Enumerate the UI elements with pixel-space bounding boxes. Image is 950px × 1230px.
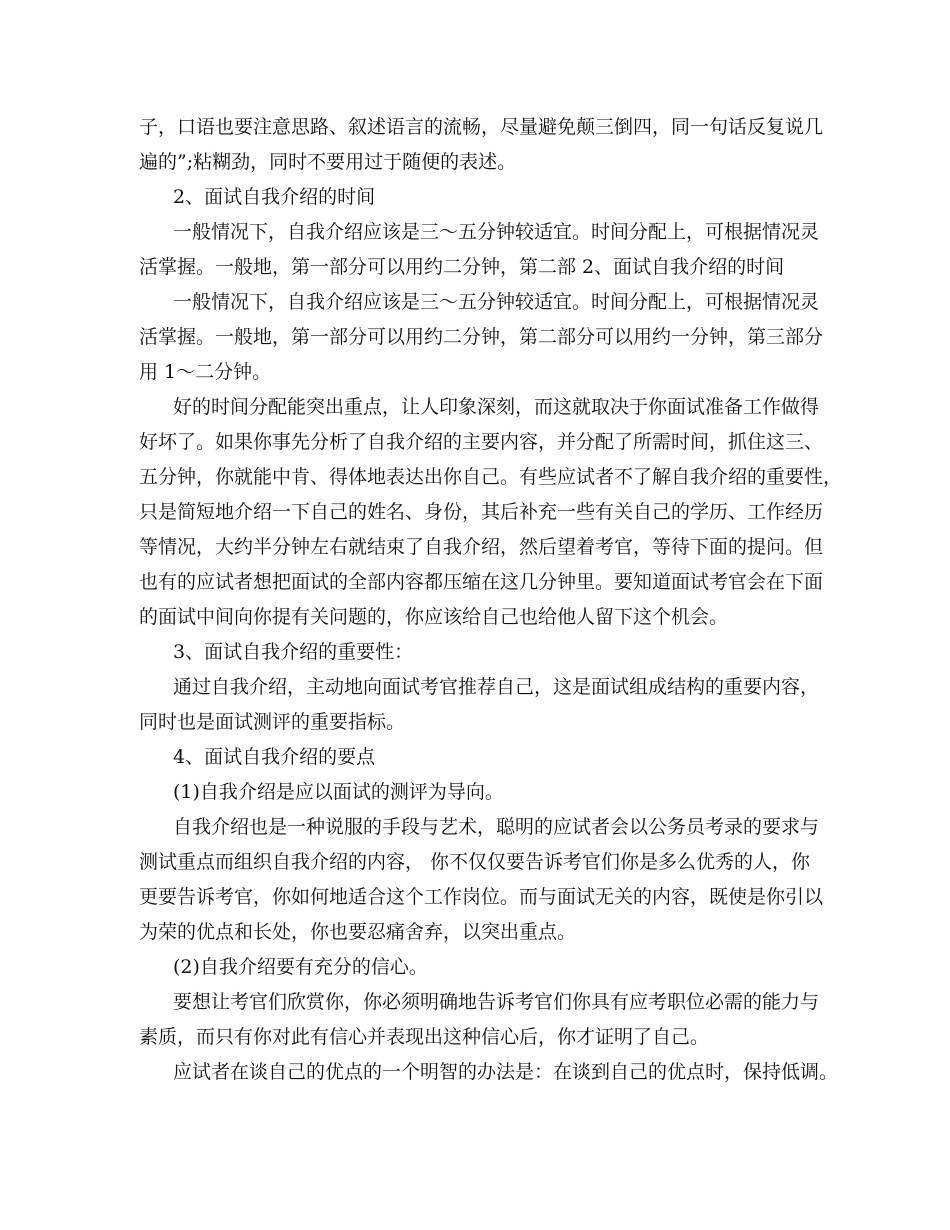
text-line: 一般情况下，自我介绍应该是三～五分钟较适宜。时间分配上，可根据情况灵 [173,291,820,313]
text-line: 的面试中间向你提有关问题的，你应该给自己也给他人留下这个机会。 [139,606,729,628]
text-line: 同时也是面试测评的重要指标。 [139,711,406,733]
body-text [139,110,843,1090]
text-line: 活掌握。一般地，第一部分可以用约二分钟，第二部分可以用约一分钟，第三部分 [139,326,824,348]
text-line: 一般情况下，自我介绍应该是三～五分钟较适宜。时间分配上，可根据情况灵 [173,221,820,243]
text-line: 子，口语也要注意思路、叙述语言的流畅，尽量避免颠三倒四，同一句话反复说几 [139,116,824,138]
text-line: 用 1～二分钟。 [139,361,272,383]
text-line: 活掌握。一般地，第一部分可以用约二分钟，第二部 2、面试自我介绍的时间 [139,256,785,278]
text-line: 2、面试自我介绍的时间 [173,186,376,208]
text-line: 要想让考官们欣赏你，你必须明确地告诉考官们你具有应考职位必需的能力与 [173,991,820,1013]
text-line: 遍的”;粘糊劲，同时不要用过于随便的表述。 [139,151,517,173]
text-line: (1)自我介绍是应以面试的测评为导向。 [173,781,504,803]
text-line: 测试重点而组织自我介绍的内容， 你不仅仅要告诉考官们你是多么优秀的人，你 [139,851,811,873]
text-line: 也有的应试者想把面试的全部内容都压缩在这几分钟里。要知道面试考官会在下面 [139,571,824,593]
text-line: 通过自我介绍，主动地向面试考官推荐自己，这是面试组成结构的重要内容， [173,676,820,698]
text-line: 五分钟，你就能中肯、得体地表达出你自己。有些应试者不了解自我介绍的重要性， [139,466,843,488]
text-line: 好的时间分配能突出重点，让人印象深刻，而这就取决于你面试准备工作做得 [173,396,820,418]
text-line: 自我介绍也是一种说服的手段与艺术，聪明的应试者会以公务员考录的要求与 [173,816,820,838]
text-line: 素质，而只有你对此有信心并表现出这种信心后，你才证明了自己。 [139,1026,710,1048]
text-line: 4、面试自我介绍的要点 [173,746,376,768]
text-line: 只是简短地介绍一下自己的姓名、身份，其后补充一些有关自己的学历、工作经历 [139,501,824,523]
text-line: 更要告诉考官，你如何地适合这个工作岗位。而与面试无关的内容，既使是你引以 [139,886,824,908]
text-line: (2)自我介绍要有充分的信心。 [173,956,428,978]
text-line: 好坏了。如果你事先分析了自我介绍的主要内容，并分配了所需时间，抓住这三、 [139,431,824,453]
text-line: 等情况，大约半分钟左右就结束了自我介绍，然后望着考官，等待下面的提问。但 [139,536,824,558]
text-line: 为荣的优点和长处，你也要忍痛舍弃，以突出重点。 [139,921,577,943]
text-line: 3、面试自我介绍的重要性： [173,641,414,663]
text-line: 应试者在谈自己的优点的一个明智的办法是：在谈到自己的优点时，保持低调。 [173,1061,839,1083]
